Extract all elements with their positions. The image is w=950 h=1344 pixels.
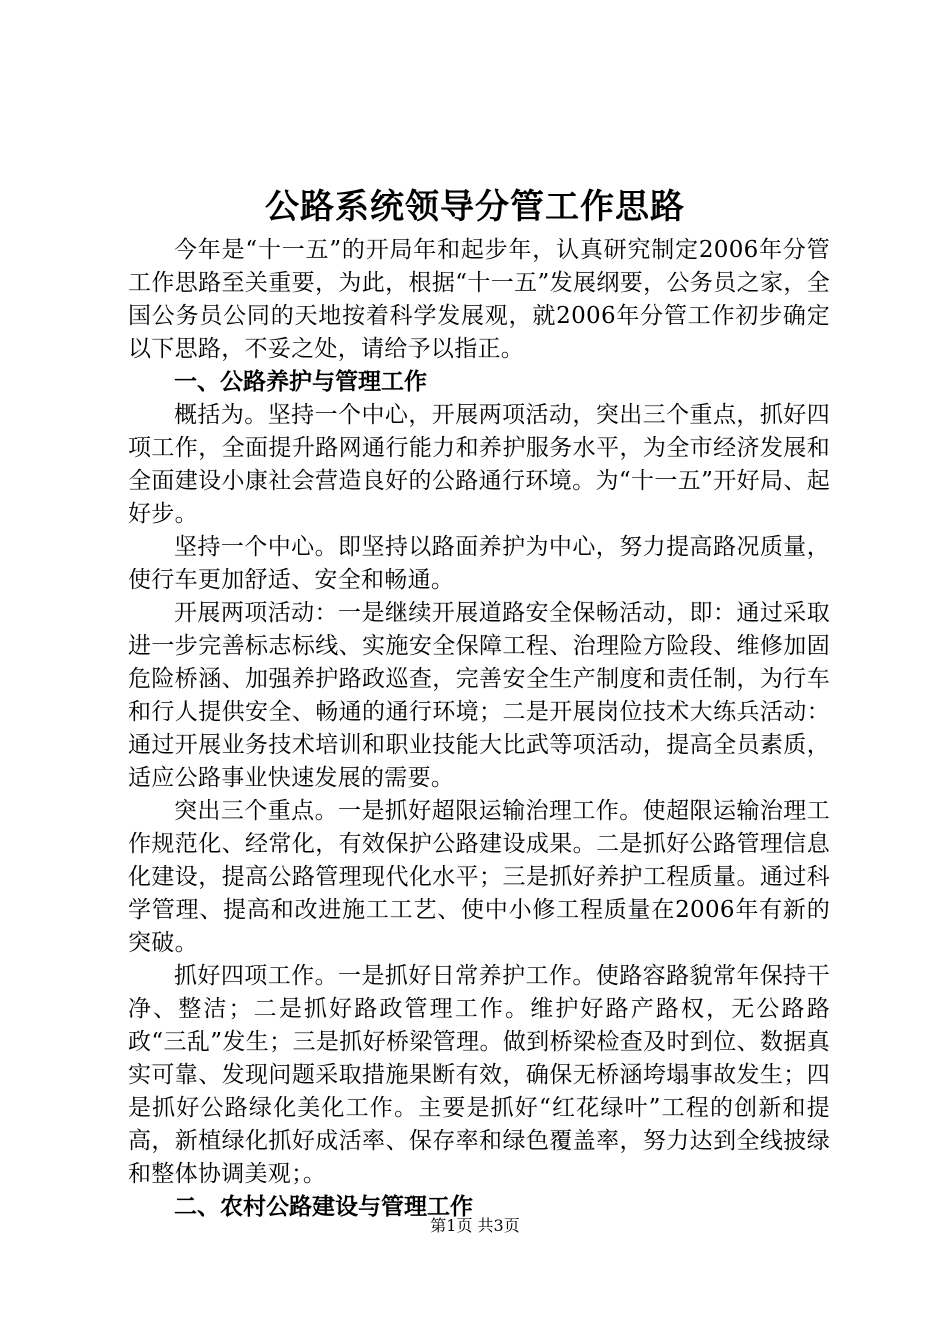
paragraph-two-activities: 开展两项活动：一是继续开展道路安全保畅活动，即：通过采取进一步完善标志标线、实施安全保障工程、治理险方险段、维修加固危险桥涵、加强养护路政巡查，完善安全生产制度和责任制，为行车和行人提供安全、畅通的通行环境；二是开展岗位技术大练兵活动：通过开展业务技术培训和职业技能大比武等项活动，提高全员素质，适应公路事业快速发展的需要。 [128, 600, 830, 791]
section-heading-2: 二、农村公路建设与管理工作 [174, 1194, 473, 1220]
paragraph-four-tasks: 抓好四项工作。一是抓好日常养护工作。使路容路貌常年保持干净、整洁；二是抓好路政管理工作。维护好路产路权，无公路路政“三乱”发生；三是抓好桥梁管理。做到桥梁检查及时到位、数据真实可靠、发现问题采取措施果断有效，确保无桥涵垮塌事故发生；四是抓好公路绿化美化工作。主要是抓好“红花绿叶”工程的创新和提高，新植绿化抓好成活率、保存率和绿色覆盖率，努力达到全线披绿和整体协调美观；。 [128, 963, 830, 1187]
section-heading-1: 一、公路养护与管理工作 [174, 369, 427, 395]
paragraph-three-focus: 突出三个重点。一是抓好超限运输治理工作。使超限运输治理工作规范化、经常化，有效保护公路建设成果。二是抓好公路管理信息化建设，提高公路管理现代化水平；三是抓好养护工程质量。通过科学管理、提高和改进施工工艺、使中小修工程质量在2006年有新的突破。 [128, 798, 830, 956]
page-number-footer: 第1页 共3页 [430, 1216, 520, 1235]
paragraph-one-center: 坚持一个中心。即坚持以路面养护为中心，努力提高路况质量，使行车更加舒适、安全和畅通。 [128, 534, 830, 593]
paragraph-summary: 概括为。坚持一个中心，开展两项活动，突出三个重点，抓好四项工作，全面提升路网通行能力和养护服务水平，为全市经济发展和全面建设小康社会营造良好的公路通行环境。为“十一五”开好局、起好步。 [128, 402, 830, 527]
paragraph-intro: 今年是“十一五”的开局年和起步年，认真研究制定2006年分管工作思路至关重要，为此，根据“十一五”发展纲要，公务员之家，全国公务员公同的天地按着科学发展观，就2006年分管工作初步确定以下思路，不妥之处，请给予以指正。 [128, 237, 830, 362]
document-title: 公路系统领导分管工作思路 [265, 187, 685, 227]
document-body [128, 234, 830, 1224]
